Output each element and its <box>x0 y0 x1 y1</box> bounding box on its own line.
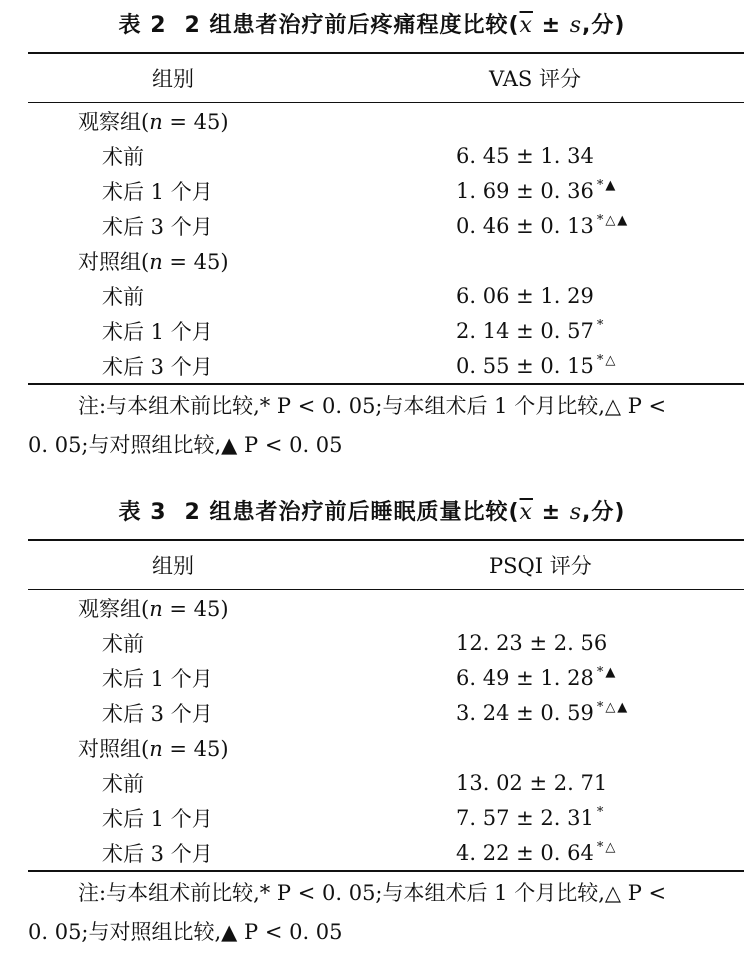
table-row <box>28 348 744 384</box>
group-label <box>28 730 319 765</box>
group-name: 观察组( <box>78 109 150 134</box>
group-name: 观察组( <box>78 596 150 621</box>
table-row <box>28 313 744 348</box>
table-row <box>28 800 744 835</box>
row-label: 术后 3 个月 <box>28 835 319 871</box>
row-label: 术后 1 个月 <box>102 666 213 691</box>
group-row <box>28 243 744 278</box>
group-row <box>28 103 744 139</box>
group-row <box>28 730 744 765</box>
plus-minus: ± <box>532 13 570 38</box>
header-row <box>28 540 744 590</box>
note-line-1: 注:与本组术前比较,* P < 0. 05;与本组术后 1 个月比较,△ P < <box>78 881 667 905</box>
value-text: 6. 06 ± 1. 29 <box>456 284 594 308</box>
n-symbol: n <box>149 249 163 274</box>
significance-marks: *▲ <box>596 178 618 193</box>
table-title: 2 组患者治疗前后疼痛程度比较( <box>184 13 520 38</box>
row-value <box>319 173 744 208</box>
value-text: 13. 02 ± 2. 71 <box>456 771 608 795</box>
row-label: 术后 3 个月 <box>102 701 213 726</box>
table-number: 表 3 <box>118 500 167 525</box>
row-value <box>319 625 744 660</box>
note-line-2: 0. 05;与对照组比较,▲ P < 0. 05 <box>28 433 343 457</box>
table-caption <box>0 487 744 539</box>
group-row <box>28 590 744 626</box>
row-value <box>319 278 744 313</box>
row-label: 术前 <box>102 284 144 309</box>
value-text: 0. 55 ± 0. 15 <box>456 354 594 378</box>
table-row <box>28 278 744 313</box>
significance-marks: * <box>596 318 606 333</box>
n-value: = 45) <box>162 249 229 274</box>
sd-symbol: s <box>569 13 583 38</box>
significance-marks: *△ <box>596 353 618 368</box>
row-value <box>319 313 744 348</box>
row-label: 术后 1 个月 <box>102 806 213 831</box>
n-symbol: n <box>149 109 163 134</box>
caption-unit: ,分) <box>582 500 626 525</box>
n-symbol: n <box>149 596 163 621</box>
value-text: 1. 69 ± 0. 36 <box>456 179 594 203</box>
n-value: = 45) <box>162 109 229 134</box>
header-group: 组别 <box>152 67 194 91</box>
row-label: 术前 <box>102 631 144 656</box>
header-score: VAS 评分 <box>489 67 581 91</box>
table-row <box>28 765 744 800</box>
header-row <box>28 53 744 103</box>
significance-marks: *△▲ <box>596 213 630 228</box>
table-row <box>28 835 744 871</box>
significance-marks: *▲ <box>596 665 618 680</box>
empty-cell <box>319 243 744 278</box>
table-row <box>28 625 744 660</box>
row-label: 术后 1 个月 <box>102 319 213 344</box>
significance-marks: *△▲ <box>596 700 630 715</box>
value-text: 6. 49 ± 1. 28 <box>456 666 594 690</box>
table-caption <box>0 0 744 52</box>
row-label: 术后 1 个月 <box>102 179 213 204</box>
table-number: 表 2 <box>118 13 167 38</box>
row-value <box>319 138 744 173</box>
row-label: 术后 3 个月 <box>28 348 319 384</box>
value-text: 7. 57 ± 2. 31 <box>456 806 594 830</box>
header-group: 组别 <box>152 554 194 578</box>
value-text: 6. 45 ± 1. 34 <box>456 144 594 168</box>
row-value <box>319 765 744 800</box>
row-label: 术前 <box>102 144 144 169</box>
table-row <box>28 138 744 173</box>
n-symbol: n <box>149 736 163 761</box>
table-row <box>28 208 744 243</box>
group-label <box>28 103 319 139</box>
group-name: 对照组( <box>78 249 150 274</box>
row-value <box>319 348 744 384</box>
significance-marks: *△ <box>596 840 618 855</box>
header-score: PSQI 评分 <box>489 554 592 578</box>
row-value <box>319 660 744 695</box>
plus-minus: ± <box>532 500 570 525</box>
mean-symbol: $\overline{x}$ <box>519 13 533 38</box>
empty-cell <box>319 730 744 765</box>
empty-cell <box>319 590 744 626</box>
table-title: 2 组患者治疗前后睡眠质量比较( <box>184 500 520 525</box>
row-label: 术后 3 个月 <box>102 214 213 239</box>
note-line-1: 注:与本组术前比较,* P < 0. 05;与本组术后 1 个月比较,△ P < <box>78 394 667 418</box>
table-row <box>28 173 744 208</box>
table-note <box>0 874 744 952</box>
n-value: = 45) <box>162 596 229 621</box>
caption-unit: ,分) <box>582 13 626 38</box>
note-line-2: 0. 05;与对照组比较,▲ P < 0. 05 <box>28 920 343 944</box>
row-value <box>319 835 744 871</box>
table-2-block <box>0 0 744 465</box>
table-3-block <box>0 487 744 952</box>
value-text: 0. 46 ± 0. 13 <box>456 214 594 238</box>
table-row <box>28 660 744 695</box>
data-table <box>28 52 744 385</box>
sd-symbol: s <box>569 500 583 525</box>
empty-cell <box>319 103 744 139</box>
row-value <box>319 800 744 835</box>
table-note <box>0 387 744 465</box>
significance-marks: * <box>596 805 606 820</box>
value-text: 12. 23 ± 2. 56 <box>456 631 608 655</box>
group-name: 对照组( <box>78 736 150 761</box>
data-table <box>28 539 744 872</box>
value-text: 4. 22 ± 0. 64 <box>456 841 594 865</box>
row-value <box>319 208 744 243</box>
mean-symbol: $\overline{x}$ <box>519 500 533 525</box>
value-text: 3. 24 ± 0. 59 <box>456 701 594 725</box>
group-label <box>28 590 319 626</box>
row-value <box>319 695 744 730</box>
value-text: 2. 14 ± 0. 57 <box>456 319 594 343</box>
row-label: 术前 <box>102 771 144 796</box>
n-value: = 45) <box>162 736 229 761</box>
group-label <box>28 243 319 278</box>
table-row <box>28 695 744 730</box>
